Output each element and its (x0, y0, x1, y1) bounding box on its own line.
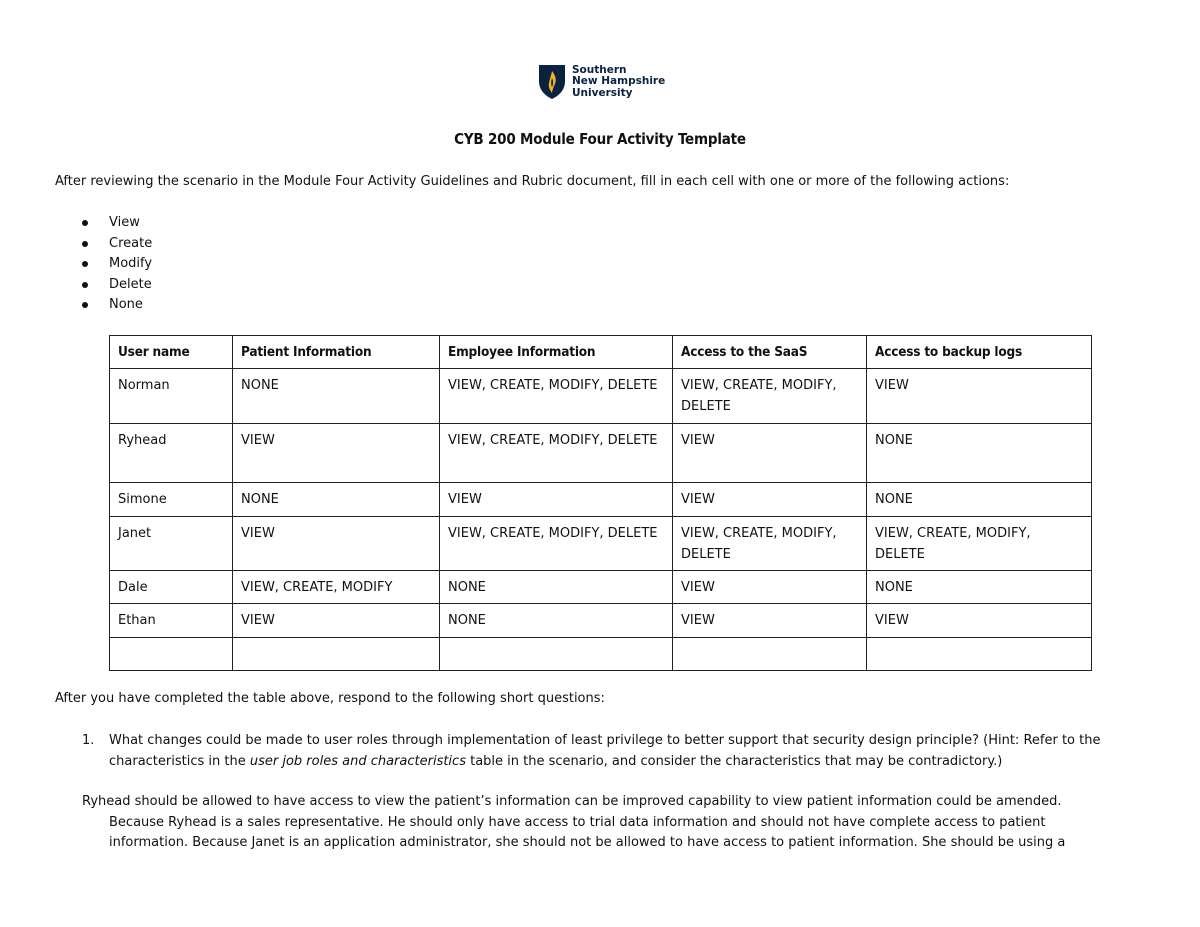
cell-employee-info: VIEW, CREATE, MODIFY, DELETE (440, 369, 673, 424)
table-row (110, 424, 1092, 483)
table-row (110, 571, 1092, 604)
header-user-name: User name (110, 336, 233, 369)
answer-line-2: Because Ryhead is a sales representative. He should only have access to trial data information and should not have complete access to patient (109, 814, 1046, 830)
cell-saas-access: VIEW (673, 604, 867, 638)
cell-backup-logs: VIEW (867, 369, 1092, 424)
document-title: CYB 200 Module Four Activity Template (454, 130, 746, 148)
question-1 (82, 731, 1162, 772)
header-patient-information: Patient Information (233, 336, 440, 369)
action-item: Modify (76, 254, 152, 275)
cell-employee-info: VIEW, CREATE, MODIFY, DELETE (440, 424, 673, 483)
cell-saas-access: VIEW (673, 424, 867, 483)
header-access-backup-logs: Access to backup logs (867, 336, 1092, 369)
cell-backup-logs: VIEW (867, 604, 1092, 638)
cell-employee-info: NONE (440, 604, 673, 638)
table-row (110, 369, 1092, 424)
cell-backup-logs (867, 638, 1092, 671)
cell-user-name: Simone (110, 483, 233, 517)
questions-intro: After you have completed the table above, respond to the following short questions: (55, 691, 605, 706)
table-row (110, 604, 1092, 638)
logo-line-3: University (572, 86, 633, 99)
cell-saas-access: VIEW, CREATE, MODIFY, DELETE (673, 517, 867, 571)
logo-line-1: Southern (572, 63, 627, 76)
answer-paragraph (82, 792, 1142, 854)
cell-patient-info: VIEW (233, 424, 440, 483)
cell-user-name: Dale (110, 571, 233, 604)
cell-saas-access: VIEW (673, 571, 867, 604)
university-logo (538, 64, 665, 100)
question-number: 1. (82, 733, 95, 748)
action-item: Create (76, 234, 152, 255)
cell-employee-info: VIEW (440, 483, 673, 517)
cell-backup-logs: NONE (867, 483, 1092, 517)
table-row-empty (110, 638, 1092, 671)
cell-employee-info: VIEW, CREATE, MODIFY, DELETE (440, 517, 673, 571)
logo-line-2: New Hampshire (572, 75, 666, 88)
action-item: View (76, 213, 152, 234)
cell-backup-logs: NONE (867, 424, 1092, 483)
cell-patient-info: VIEW, CREATE, MODIFY (233, 571, 440, 604)
answer-line-1: Ryhead should be allowed to have access to view the patient’s information can be improved capability to view patient information could be amended. (82, 794, 1062, 809)
question-line-1: What changes could be made to user roles through implementation of least privilege to better support that security design principle? (Hint: Refer to the (109, 733, 1101, 748)
intro-paragraph: After reviewing the scenario in the Module Four Activity Guidelines and Rubric document, fill in each cell with one or more of the following actions: (55, 174, 1010, 189)
cell-saas-access: VIEW, CREATE, MODIFY, DELETE (673, 369, 867, 424)
cell-user-name (110, 638, 233, 671)
cell-patient-info: VIEW (233, 604, 440, 638)
table-row (110, 483, 1092, 517)
table-row (110, 517, 1092, 571)
cell-employee-info: NONE (440, 571, 673, 604)
cell-saas-access (673, 638, 867, 671)
header-access-saas: Access to the SaaS (673, 336, 867, 369)
action-item: None (76, 295, 152, 316)
cell-patient-info: NONE (233, 483, 440, 517)
question-body (109, 731, 1162, 772)
cell-saas-access: VIEW (673, 483, 867, 517)
shield-icon (538, 64, 566, 100)
logo-wordmark (572, 65, 665, 100)
cell-user-name: Ryhead (110, 424, 233, 483)
action-item: Delete (76, 275, 152, 296)
cell-employee-info (440, 638, 673, 671)
table-header-row (110, 336, 1092, 369)
cell-user-name: Janet (110, 517, 233, 571)
cell-patient-info: NONE (233, 369, 440, 424)
cell-patient-info (233, 638, 440, 671)
access-table (109, 335, 1092, 671)
cell-user-name: Ethan (110, 604, 233, 638)
question-line-2-post: table in the scenario, and consider the characteristics that may be contradictory.) (465, 753, 1003, 769)
actions-list (76, 213, 152, 316)
question-line-2-italic: user job roles and characteristics (249, 753, 466, 769)
answer-line-3: information. Because Janet is an application administrator, she should not be allowed to have access to patient information. She should be using a (109, 835, 1066, 850)
cell-backup-logs: VIEW, CREATE, MODIFY, DELETE (867, 517, 1092, 571)
cell-patient-info: VIEW (233, 517, 440, 571)
cell-user-name: Norman (110, 369, 233, 424)
question-line-2-pre: characteristics in the (109, 753, 250, 769)
header-employee-information: Employee Information (440, 336, 673, 369)
cell-backup-logs: NONE (867, 571, 1092, 604)
question-line-2 (109, 752, 1162, 773)
